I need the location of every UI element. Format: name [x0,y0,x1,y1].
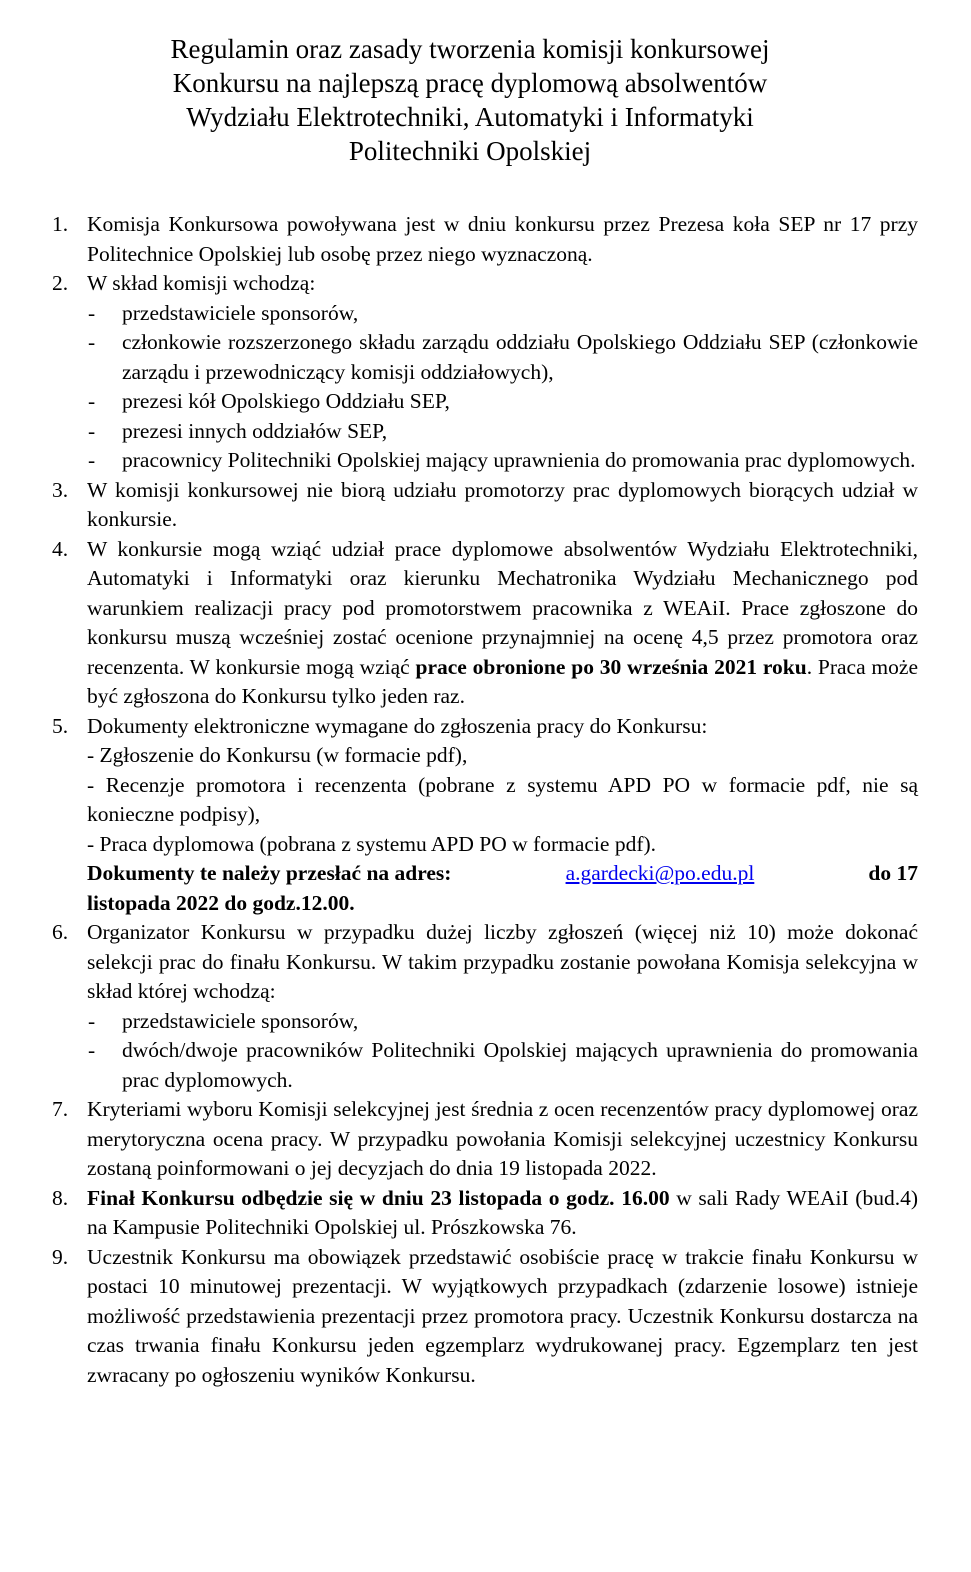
rule-item-5 [52,712,918,919]
rule-text: Finał Konkursu odbędzie się w dniu 23 listopada o godz. 16.00 w sali Rady WEAiI (bud.4) na Kampusie Politechniki Opolskiej ul. Prószkowska 76. [87,1185,918,1239]
title-line-2: Konkursu na najlepszą pracę dyplomową absolwentów [172,68,768,98]
deadline-start: do 17 [868,861,918,885]
list-item: - przedstawiciele sponsorów, [88,1008,359,1033]
rule-number: 4. [52,536,69,561]
document-requirement: - Zgłoszenie do Konkursu (w formacie pdf), [87,743,468,767]
list-item: - członkowie rozszerzonego składu zarządu oddziału Opolskiego Oddziału SEP (członkowie zarządu i przewodniczący komisji oddziałowych), [88,330,918,384]
rule-number: 7. [52,1097,69,1121]
submission-label: Dokumenty te należy przesłać na adres: [87,861,452,885]
title-line-3: Wydziału Elektrotechniki, Automatyki i Informatyki [186,102,754,132]
rule-number: 9. [52,1244,69,1269]
list-item: - prezesi innych oddziałów SEP, [88,418,388,443]
submission-line [87,859,918,889]
document-requirement: - Praca dyplomowa (pobrana z systemu APD PO w formacie pdf). [87,831,657,856]
rule-text: Dokumenty elektroniczne wymagane do zgłoszenia pracy do Konkursu: [87,713,708,738]
rule-number: 3. [52,477,69,502]
defense-date-condition: prace obronione po 30 września 2021 roku [415,654,807,679]
rule-text: Uczestnik Konkursu ma obowiązek przedstawić osobiście pracę w trakcie finału Konkursu w postaci 10 minutowej prezentacji. W wyjątkowych przypadkach (zdarzenie losowe) istnieje możliwość przedstawienia prezentacji przez promotora pracy. Uczestnik Konkursu dostarcza na czas trwania finału Konkursu jeden egzemplarz wydrukowanej pracy. Egzemplarz ten jest zwracany po ogłoszeniu wyników Konkursu. [87,1244,918,1387]
email-link[interactable]: a.gardecki@po.edu.pl [565,861,755,885]
rule-text: W konkursie mogą wziąć udział prace dyplomowe absolwentów Wydziału Elektrotechniki, Automatyki i Informatyki oraz kierunku Mechatronika Wydziału Mechanicznego pod warunkiem realizacji pracy pod promotorstwem pracownika z WEAiI. Prace zgłoszone do konkursu muszą wcześniej zostać ocenione przynajmniej na ocenę 4,5 przez promotora oraz recenzenta. W konkursie mogą wziąć prace obronione po 30 września 2021 roku. Praca może być zgłoszona do Konkursu tylko jeden raz. [87,536,918,708]
document-title [0,32,940,168]
rule-item-3 [52,476,918,535]
list-item: - pracownicy Politechniki Opolskiej mający uprawnienia do promowania prac dyplomowych. [88,448,916,472]
final-date: Finał Konkursu odbędzie się w dniu 23 listopada o godz. 16.00 [87,1185,670,1210]
rule-number: 8. [52,1185,69,1210]
list-item: - dwóch/dwoje pracowników Politechniki Opolskiej mających uprawnienia do promowania prac dyplomowych. [88,1038,918,1092]
rule-item-7 [52,1095,918,1184]
committee-members-list [52,299,918,476]
title-line-4: Politechniki Opolskiej [348,136,592,166]
rule-text: Organizator Konkursu w przypadku dużej liczby zgłoszeń (więcej niż 10) może dokonać selekcji prac do finału Konkursu. W takim przypadku zostanie powołana Komisja selekcyjna w skład której wchodzą: [87,920,918,1003]
rule-text: W skład komisji wchodzą: [87,271,316,295]
rule-text: W komisji konkursowej nie biorą udziału promotorzy prac dyplomowych biorących udział w konkursie. [87,477,918,531]
rule-text: Komisja Konkursowa powoływana jest w dniu konkursu przez Prezesa koła SEP nr 17 przy Politechnice Opolskiej lub osobę przez niego wyznaczoną. [87,212,918,266]
rule-text: Kryteriami wyboru Komisji selekcyjnej jest średnia z ocen recenzentów pracy dyplomowej oraz merytoryczna ocena pracy. W przypadku powołania Komisji selekcyjnej uczestnicy Konkursu zostaną poinformowani o jej decyzjach do dnia 19 listopada 2022. [87,1097,918,1180]
rule-item-9 [52,1243,918,1391]
list-item: - przedstawiciele sponsorów, [88,300,359,325]
title-line-1: Regulamin oraz zasady tworzenia komisji konkursowej [170,34,770,64]
rule-number: 2. [52,271,69,295]
rules-list [52,210,918,1390]
rule-number: 1. [52,212,69,236]
rule-item-6 [52,918,918,1007]
rule-number: 5. [52,713,69,738]
rule-item-8 [52,1184,918,1243]
rule-number: 6. [52,920,69,944]
document-requirement: - Recenzje promotora i recenzenta (pobrane z systemu APD PO w formacie pdf, nie są konieczne podpisy), [87,772,918,826]
rule-item-1 [52,210,918,269]
deadline-end: listopada 2022 do godz.12.00. [87,890,355,915]
rule-item-4 [52,535,918,712]
selection-committee-list [52,1007,918,1096]
rule-item-2 [52,269,918,299]
list-item: - prezesi kół Opolskiego Oddziału SEP, [88,389,450,413]
